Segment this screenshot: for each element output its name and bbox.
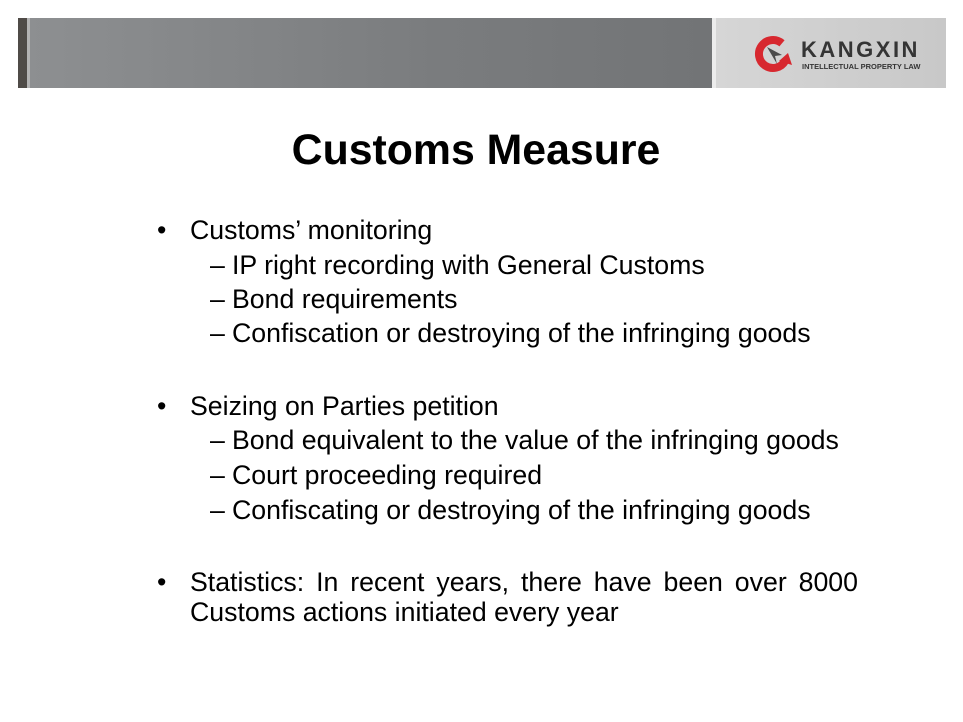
logo-name: KANGXIN [801,37,920,62]
bullet-marker: • [157,391,167,421]
sub-bullet-marker: – [210,425,225,455]
sub-bullet-text: Confiscation or destroying of the infringing goods [232,318,811,348]
sub-bullet-marker: – [210,250,225,280]
sub-bullet-text: Bond equivalent to the value of the infringing goods [232,425,839,455]
bullet-marker: • [157,215,167,245]
sub-bullet-text: Confiscating or destroying of the infringing goods [232,495,811,525]
bullet-item [0,215,963,245]
slide-title: Customs Measure [291,126,661,174]
sub-bullet-item [0,284,963,314]
bullet-item-statistics [0,567,963,627]
sub-bullet-marker: – [210,318,225,348]
bullet-marker: • [157,567,167,597]
sub-bullet-item [0,250,963,280]
sub-bullet-item [0,460,963,490]
bullet-item [0,391,963,421]
sub-bullet-text: Bond requirements [232,284,458,314]
bullet-text-statistics: Statistics: In recent years, there have been over 8000 Customs actions initiated every year [190,567,858,627]
logo-tagline: INTELLECTUAL PROPERTY LAW [802,62,921,71]
bullet-text: Customs’ monitoring [190,215,433,245]
sub-bullet-marker: – [210,495,225,525]
sub-bullet-item [0,495,963,525]
sub-bullet-item [0,318,963,348]
sub-bullet-text: Court proceeding required [232,460,543,490]
sub-bullet-text: IP right recording with General Customs [232,250,705,280]
sub-bullet-marker: – [210,284,225,314]
sub-bullet-item [0,425,963,455]
bullet-text: Seizing on Parties petition [190,391,499,421]
sub-bullet-marker: – [210,460,225,490]
